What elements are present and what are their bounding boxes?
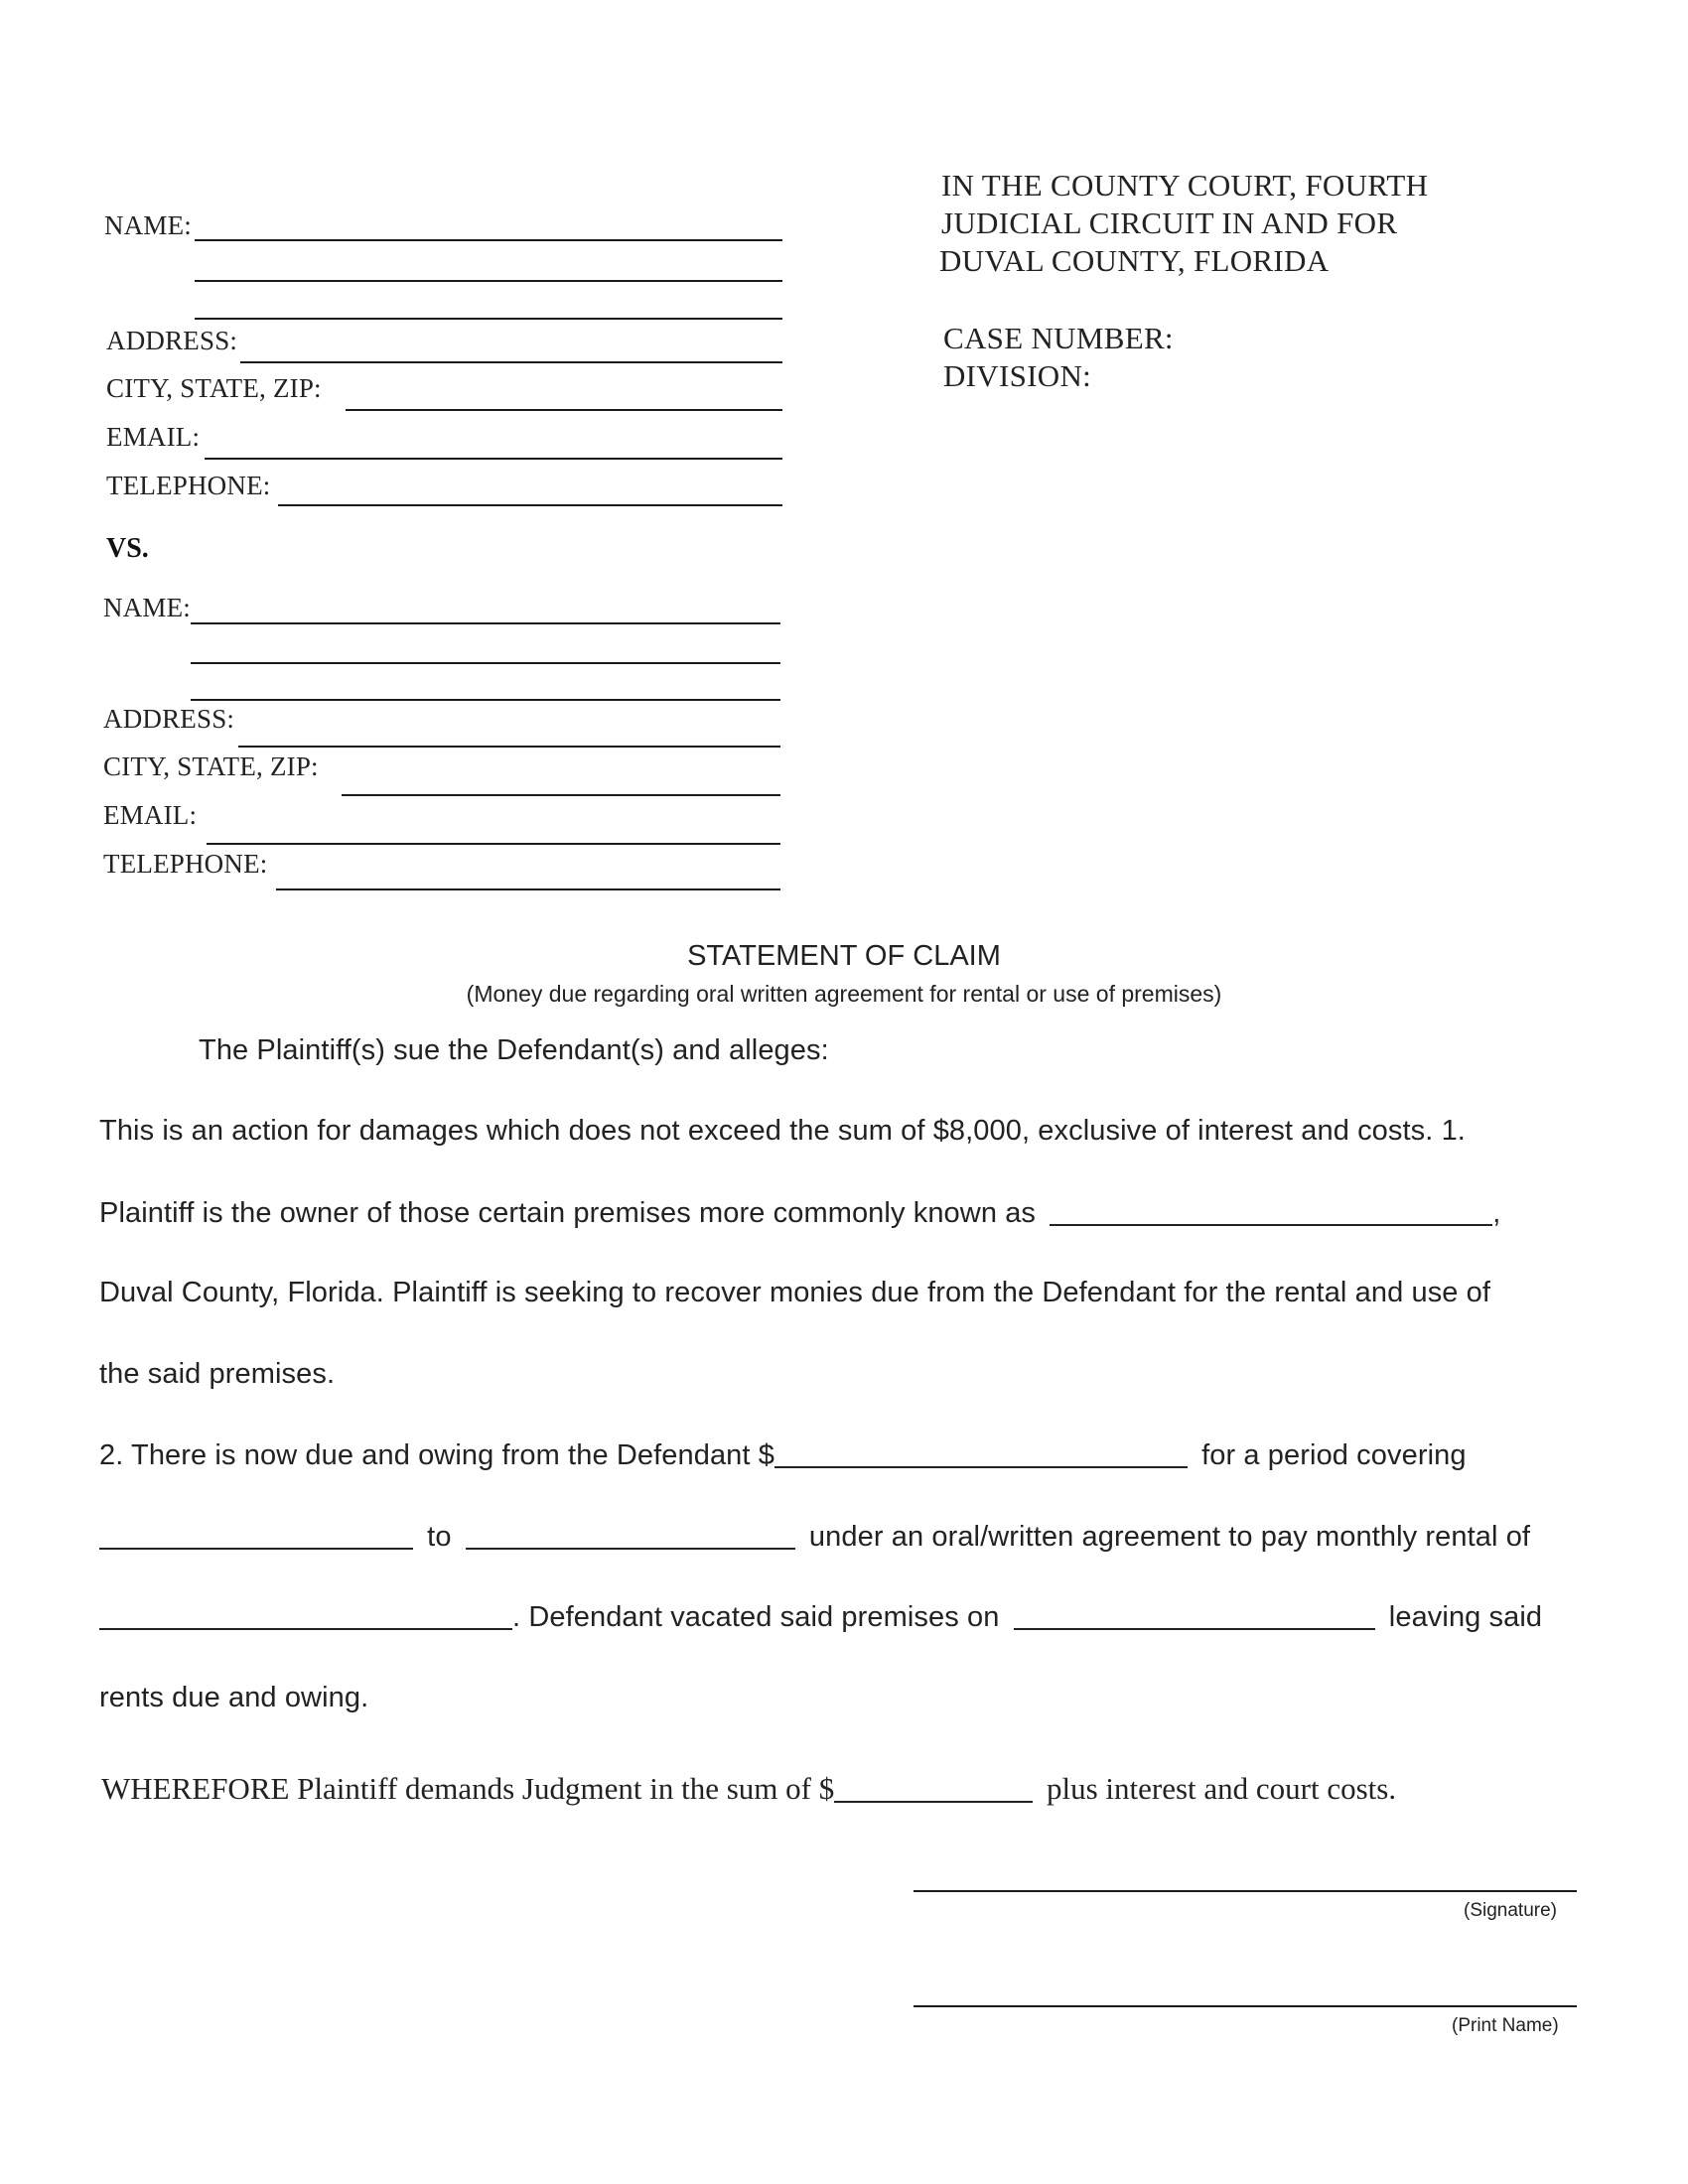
statement-line-6-to: to (427, 1521, 452, 1553)
defendant-name-line-3[interactable] (191, 699, 780, 701)
case-number-label: CASE NUMBER: (943, 321, 1174, 355)
vacated-date-blank[interactable] (1014, 1600, 1375, 1630)
period-start-blank[interactable] (99, 1520, 413, 1550)
statement-subtitle: (Money due regarding oral written agreement for rental or use of premises) (466, 981, 1222, 1007)
plaintiff-city-line[interactable] (346, 409, 782, 411)
statement-intro: The Plaintiff(s) sue the Defendant(s) and alleges: (199, 1034, 829, 1066)
division-label: DIVISION: (943, 358, 1092, 393)
statement-title: STATEMENT OF CLAIM (687, 940, 1001, 972)
statement-line-8: rents due and owing. (99, 1682, 369, 1713)
print-name-caption: (Print Name) (1452, 2015, 1559, 2036)
statement-line-2-comma: , (1492, 1197, 1501, 1229)
defendant-name-line-1[interactable] (191, 622, 780, 624)
defendant-address-label: ADDRESS: (103, 704, 235, 734)
wherefore-tail: plus interest and court costs. (1046, 1771, 1397, 1806)
plaintiff-name-label: NAME: (104, 210, 192, 240)
plaintiff-telephone-line[interactable] (278, 504, 782, 506)
statement-line-7-text: . Defendant vacated said premises on (512, 1601, 1000, 1633)
statement-line-5-text: 2. There is now due and owing from the Defendant $ (99, 1439, 774, 1471)
defendant-city-line[interactable] (342, 794, 780, 796)
monthly-rental-blank[interactable] (99, 1600, 512, 1630)
amount-due-blank[interactable] (774, 1438, 1188, 1468)
plaintiff-address-line[interactable] (240, 361, 782, 363)
plaintiff-city-label: CITY, STATE, ZIP: (106, 373, 322, 403)
plaintiff-name-line-1[interactable] (195, 239, 782, 241)
court-line-1: IN THE COUNTY COURT, FOURTH (941, 168, 1429, 203)
statement-line-5 (99, 1438, 1467, 1472)
statement-line-5-tail: for a period covering (1201, 1439, 1467, 1471)
wherefore-text: WHEREFORE Plaintiff demands Judgment in the sum of $ (101, 1771, 835, 1806)
defendant-name-label: NAME: (103, 593, 191, 622)
defendant-address-line[interactable] (238, 746, 780, 748)
statement-line-3: Duval County, Florida. Plaintiff is seeking to recover monies due from the Defendant for the rental and use of (99, 1277, 1491, 1308)
defendant-email-label: EMAIL: (103, 800, 198, 830)
statement-line-4: the said premises. (99, 1358, 336, 1390)
statement-line-7-tail: leaving said (1388, 1601, 1543, 1633)
premises-address-blank[interactable] (1050, 1196, 1492, 1226)
judgment-amount-blank[interactable] (834, 1771, 1033, 1803)
statement-line-6 (99, 1520, 1530, 1554)
plaintiff-name-line-3[interactable] (195, 318, 782, 320)
defendant-telephone-line[interactable] (276, 888, 780, 890)
plaintiff-email-line[interactable] (205, 458, 782, 460)
defendant-email-line[interactable] (207, 843, 780, 845)
signature-line[interactable] (914, 1890, 1577, 1892)
statement-line-1: This is an action for damages which does not exceed the sum of $8,000, exclusive of interest and costs. 1. (99, 1115, 1466, 1147)
print-name-line[interactable] (914, 2005, 1577, 2007)
defendant-name-line-2[interactable] (191, 662, 780, 664)
statement-line-7 (99, 1600, 1542, 1634)
plaintiff-name-line-2[interactable] (195, 280, 782, 282)
vs-label: VS. (106, 533, 149, 564)
plaintiff-telephone-label: TELEPHONE: (106, 471, 271, 500)
court-line-3: DUVAL COUNTY, FLORIDA (939, 243, 1330, 278)
defendant-telephone-label: TELEPHONE: (103, 849, 268, 879)
period-end-blank[interactable] (466, 1520, 795, 1550)
defendant-city-label: CITY, STATE, ZIP: (103, 751, 319, 781)
wherefore-clause (101, 1771, 1396, 1807)
court-line-2: JUDICIAL CIRCUIT IN AND FOR (941, 205, 1398, 240)
plaintiff-address-label: ADDRESS: (106, 326, 238, 355)
statement-line-6-text: under an oral/written agreement to pay monthly rental of (808, 1521, 1531, 1553)
statement-line-2 (99, 1196, 1500, 1230)
statement-line-2-text: Plaintiff is the owner of those certain premises more commonly known as (99, 1197, 1037, 1229)
signature-caption: (Signature) (1464, 1900, 1557, 1921)
plaintiff-email-label: EMAIL: (106, 422, 201, 452)
